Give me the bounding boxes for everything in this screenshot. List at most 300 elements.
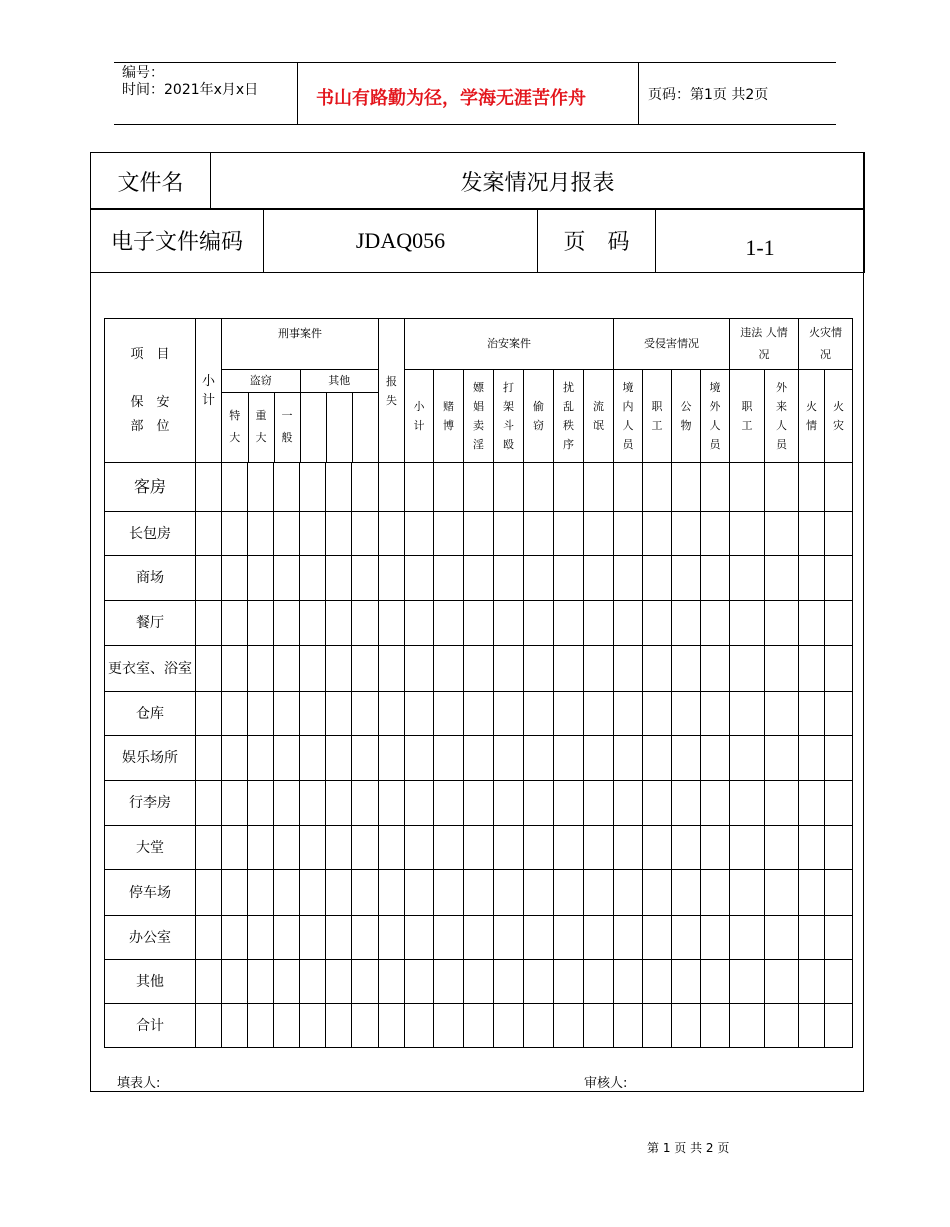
public-property-header: 公 物 — [672, 370, 701, 463]
table-cell — [554, 601, 584, 646]
table-cell — [524, 692, 554, 736]
table-cell — [464, 512, 494, 556]
table-cell — [196, 736, 222, 781]
table-cell — [274, 646, 300, 692]
table-cell — [300, 1004, 326, 1048]
table-cell — [584, 781, 614, 826]
table-cell — [701, 870, 730, 916]
table-cell — [765, 646, 799, 692]
table-cell — [554, 692, 584, 736]
table-cell — [765, 463, 799, 512]
table-cell — [494, 463, 524, 512]
table-cell — [222, 870, 248, 916]
table-row — [105, 916, 853, 960]
table-cell — [799, 781, 825, 826]
table-cell — [614, 556, 643, 601]
table-cell — [326, 646, 352, 692]
page-value: 1-1 — [656, 209, 865, 273]
location-label: 保 安 部 位 — [130, 394, 170, 434]
table-cell — [248, 1004, 274, 1048]
table-cell — [672, 781, 701, 826]
table-cell — [222, 512, 248, 556]
table-cell — [643, 692, 672, 736]
header-divider — [638, 62, 639, 124]
table-cell — [222, 960, 248, 1004]
table-cell — [614, 916, 643, 960]
general-header: 一 般 — [274, 392, 300, 462]
table-cell — [326, 601, 352, 646]
table-cell — [614, 646, 643, 692]
item-label: 项 目 — [130, 346, 170, 362]
fire-disaster-header: 火 灾 — [825, 370, 853, 463]
table-cell — [614, 781, 643, 826]
table-cell — [765, 601, 799, 646]
table-cell — [379, 512, 405, 556]
table-cell — [434, 736, 464, 781]
table-cell — [701, 646, 730, 692]
table-cell — [379, 870, 405, 916]
table-cell — [494, 870, 524, 916]
table-cell — [248, 601, 274, 646]
table-cell — [274, 463, 300, 512]
table-cell — [464, 692, 494, 736]
table-cell — [326, 781, 352, 826]
table-cell — [434, 692, 464, 736]
table-cell — [248, 781, 274, 826]
table-cell — [352, 512, 379, 556]
table-cell — [326, 692, 352, 736]
table-cell — [405, 692, 434, 736]
table-cell — [765, 870, 799, 916]
table-cell — [554, 463, 584, 512]
table-cell — [584, 870, 614, 916]
table-cell — [765, 960, 799, 1004]
table-cell — [524, 601, 554, 646]
other-sub-3 — [352, 392, 378, 462]
table-cell — [274, 512, 300, 556]
table-cell — [672, 556, 701, 601]
report-loss-header: 报 失 — [379, 319, 405, 463]
table-cell — [494, 601, 524, 646]
table-cell — [405, 556, 434, 601]
table-cell — [643, 960, 672, 1004]
table-cell — [326, 556, 352, 601]
table-cell — [554, 736, 584, 781]
table-cell — [672, 646, 701, 692]
table-cell — [434, 1004, 464, 1048]
table-row — [105, 692, 853, 736]
table-cell — [643, 601, 672, 646]
row-label: 停车场 — [105, 870, 196, 916]
table-row — [105, 1004, 853, 1048]
table-cell — [196, 1004, 222, 1048]
file-name-label: 文件名 — [91, 153, 211, 210]
header-top-rule — [114, 62, 836, 63]
table-cell — [300, 646, 326, 692]
hooligan-header: 流 氓 — [584, 370, 614, 463]
table-cell — [799, 736, 825, 781]
table-cell — [825, 916, 853, 960]
table-cell — [643, 736, 672, 781]
reviewer-label: 审核人: — [584, 1076, 628, 1091]
table-cell — [799, 870, 825, 916]
table-cell — [584, 960, 614, 1004]
other-sub-1 — [300, 392, 326, 462]
table-cell — [196, 916, 222, 960]
table-cell — [405, 601, 434, 646]
table-cell — [196, 556, 222, 601]
table-cell — [672, 463, 701, 512]
table-cell — [614, 512, 643, 556]
header-bottom-rule — [114, 124, 836, 125]
table-cell — [524, 960, 554, 1004]
incident-table — [104, 318, 853, 1048]
table-cell — [672, 870, 701, 916]
table-cell — [799, 601, 825, 646]
table-cell — [730, 826, 765, 870]
table-cell — [248, 556, 274, 601]
table-row — [105, 960, 853, 1004]
table-cell — [554, 512, 584, 556]
table-cell — [326, 826, 352, 870]
row-label: 行李房 — [105, 781, 196, 826]
other-header: 其他 — [300, 370, 378, 392]
table-cell — [405, 463, 434, 512]
table-cell — [524, 646, 554, 692]
table-cell — [799, 692, 825, 736]
table-cell — [326, 1004, 352, 1048]
table-cell — [799, 463, 825, 512]
table-cell — [825, 960, 853, 1004]
table-cell — [494, 646, 524, 692]
table-cell — [554, 826, 584, 870]
table-cell — [352, 960, 379, 1004]
table-cell — [701, 463, 730, 512]
meta-row-2 — [90, 208, 865, 273]
table-cell — [326, 916, 352, 960]
time-label: 时间：2021年x月x日 — [122, 82, 259, 98]
table-row — [105, 870, 853, 916]
header-divider — [297, 62, 298, 124]
table-cell — [434, 960, 464, 1004]
table-cell — [464, 736, 494, 781]
row-label: 大堂 — [105, 826, 196, 870]
table-cell — [222, 556, 248, 601]
table-cell — [274, 692, 300, 736]
table-cell — [584, 463, 614, 512]
table-cell — [379, 556, 405, 601]
table-cell — [799, 556, 825, 601]
serial-label: 编号： — [122, 65, 164, 81]
table-cell — [799, 512, 825, 556]
table-cell — [730, 463, 765, 512]
table-cell — [643, 870, 672, 916]
table-cell — [524, 870, 554, 916]
table-row — [105, 512, 853, 556]
table-cell — [222, 692, 248, 736]
table-cell — [464, 870, 494, 916]
prostitution-header: 嫖 娼 卖 淫 — [464, 370, 494, 463]
table-cell — [643, 781, 672, 826]
table-cell — [379, 916, 405, 960]
ps-subtotal-header: 小 计 — [405, 370, 434, 463]
table-cell — [614, 870, 643, 916]
table-cell — [464, 916, 494, 960]
table-cell — [765, 1004, 799, 1048]
table-cell — [524, 781, 554, 826]
file-name-value: 发案情况月报表 — [211, 153, 865, 210]
table-cell — [405, 960, 434, 1004]
table-cell — [584, 916, 614, 960]
criminal-subtable — [222, 370, 378, 462]
table-cell — [494, 736, 524, 781]
row-label: 长包房 — [105, 512, 196, 556]
outsider-header: 外 来 人 员 — [765, 370, 799, 463]
table-cell — [274, 960, 300, 1004]
table-cell — [524, 736, 554, 781]
table-cell — [584, 1004, 614, 1048]
table-cell — [248, 870, 274, 916]
table-cell — [274, 826, 300, 870]
table-cell — [379, 1004, 405, 1048]
table-cell — [300, 960, 326, 1004]
domestic-header: 境 内 人 员 — [614, 370, 643, 463]
table-cell — [524, 463, 554, 512]
table-cell — [326, 960, 352, 1004]
table-cell — [701, 960, 730, 1004]
row-label: 客房 — [105, 463, 196, 512]
table-cell — [196, 870, 222, 916]
table-cell — [300, 826, 326, 870]
table-cell — [352, 870, 379, 916]
meta-row-1 — [90, 152, 865, 210]
table-cell — [799, 960, 825, 1004]
table-cell — [196, 781, 222, 826]
table-cell — [672, 960, 701, 1004]
table-cell — [300, 601, 326, 646]
table-cell — [614, 463, 643, 512]
table-cell — [464, 960, 494, 1004]
item-location-header — [105, 319, 196, 463]
table-cell — [326, 736, 352, 781]
page-info: 页码：第1页 共2页 — [648, 87, 769, 103]
table-cell — [614, 601, 643, 646]
table-cell — [825, 556, 853, 601]
table-cell — [274, 601, 300, 646]
table-cell — [405, 870, 434, 916]
violation-header: 违法 人情 况 — [730, 319, 799, 370]
table-cell — [701, 916, 730, 960]
table-body — [105, 463, 853, 1048]
table-cell — [379, 736, 405, 781]
table-cell — [434, 916, 464, 960]
table-cell — [464, 601, 494, 646]
special-major-header: 特 大 — [222, 392, 248, 462]
table-cell — [494, 512, 524, 556]
table-cell — [405, 646, 434, 692]
table-cell — [825, 601, 853, 646]
table-cell — [765, 692, 799, 736]
table-cell — [614, 826, 643, 870]
victim-header: 受侵害情况 — [614, 319, 730, 370]
table-cell — [730, 601, 765, 646]
table-cell — [464, 1004, 494, 1048]
table-cell — [352, 692, 379, 736]
table-cell — [672, 512, 701, 556]
table-cell — [434, 826, 464, 870]
table-cell — [614, 736, 643, 781]
table-cell — [765, 736, 799, 781]
table-cell — [222, 463, 248, 512]
table-cell — [300, 556, 326, 601]
table-cell — [701, 781, 730, 826]
table-cell — [352, 916, 379, 960]
public-security-header: 治安案件 — [405, 319, 614, 370]
page-footer: 第 1 页 共 2 页 — [647, 1141, 730, 1155]
table-cell — [701, 736, 730, 781]
stealing-header: 偷 窃 — [524, 370, 554, 463]
table-cell — [494, 1004, 524, 1048]
table-cell — [274, 870, 300, 916]
table-cell — [196, 826, 222, 870]
fire-header: 火灾情 况 — [799, 319, 853, 370]
table-cell — [405, 916, 434, 960]
major-header: 重 大 — [248, 392, 274, 462]
row-label: 餐厅 — [105, 601, 196, 646]
table-cell — [765, 781, 799, 826]
table-cell — [672, 736, 701, 781]
table-cell — [405, 512, 434, 556]
table-cell — [730, 556, 765, 601]
table-cell — [379, 781, 405, 826]
table-cell — [494, 826, 524, 870]
table-cell — [352, 646, 379, 692]
table-cell — [274, 736, 300, 781]
table-cell — [672, 1004, 701, 1048]
table-cell — [643, 826, 672, 870]
table-cell — [196, 960, 222, 1004]
table-cell — [379, 692, 405, 736]
table-cell — [222, 601, 248, 646]
row-label: 娱乐场所 — [105, 736, 196, 781]
table-cell — [379, 826, 405, 870]
table-cell — [554, 916, 584, 960]
table-cell — [196, 512, 222, 556]
table-cell — [196, 646, 222, 692]
motto: 书山有路勤为径，学海无涯苦作舟 — [316, 88, 586, 109]
table-cell — [825, 736, 853, 781]
criminal-subheader — [222, 370, 379, 463]
table-cell — [672, 692, 701, 736]
fire-situation-header: 火 情 — [799, 370, 825, 463]
table-cell — [464, 826, 494, 870]
table-cell — [614, 960, 643, 1004]
table-cell — [730, 1004, 765, 1048]
table-cell — [434, 870, 464, 916]
subtotal-header: 小 计 — [196, 319, 222, 463]
table-cell — [326, 512, 352, 556]
table-cell — [222, 781, 248, 826]
table-cell — [643, 646, 672, 692]
table-cell — [352, 781, 379, 826]
table-cell — [222, 1004, 248, 1048]
table-cell — [434, 556, 464, 601]
table-cell — [701, 601, 730, 646]
table-cell — [405, 826, 434, 870]
table-cell — [405, 736, 434, 781]
table-cell — [300, 463, 326, 512]
table-cell — [196, 601, 222, 646]
table-cell — [643, 463, 672, 512]
table-cell — [405, 781, 434, 826]
table-cell — [405, 1004, 434, 1048]
table-cell — [614, 1004, 643, 1048]
table-cell — [584, 646, 614, 692]
table-cell — [701, 512, 730, 556]
table-cell — [248, 692, 274, 736]
table-cell — [248, 646, 274, 692]
table-cell — [222, 916, 248, 960]
row-label: 办公室 — [105, 916, 196, 960]
table-row — [105, 556, 853, 601]
table-cell — [248, 826, 274, 870]
table-cell — [248, 736, 274, 781]
gambling-header: 赌 博 — [434, 370, 464, 463]
table-cell — [222, 826, 248, 870]
table-cell — [825, 646, 853, 692]
table-cell — [434, 512, 464, 556]
table-cell — [248, 960, 274, 1004]
table-cell — [730, 646, 765, 692]
table-cell — [730, 512, 765, 556]
table-cell — [524, 826, 554, 870]
table-cell — [825, 692, 853, 736]
table-cell — [799, 1004, 825, 1048]
code-value: JDAQ056 — [264, 209, 538, 273]
staff-header: 职 工 — [643, 370, 672, 463]
other-sub-2 — [326, 392, 352, 462]
table-cell — [672, 916, 701, 960]
table-cell — [701, 556, 730, 601]
row-label: 其他 — [105, 960, 196, 1004]
table-cell — [379, 463, 405, 512]
table-cell — [765, 556, 799, 601]
table-cell — [643, 1004, 672, 1048]
table-cell — [584, 692, 614, 736]
table-cell — [825, 781, 853, 826]
table-cell — [494, 916, 524, 960]
table-cell — [379, 960, 405, 1004]
filler-label: 填表人: — [117, 1076, 161, 1091]
table-cell — [554, 781, 584, 826]
table-cell — [434, 601, 464, 646]
table-row — [105, 781, 853, 826]
criminal-header: 刑事案件 — [222, 319, 379, 370]
table-cell — [352, 601, 379, 646]
table-cell — [326, 870, 352, 916]
table-cell — [730, 960, 765, 1004]
table-cell — [300, 781, 326, 826]
table-cell — [825, 870, 853, 916]
table-cell — [643, 556, 672, 601]
table-cell — [825, 1004, 853, 1048]
table-cell — [730, 916, 765, 960]
violation-staff-header: 职 工 — [730, 370, 765, 463]
table-cell — [799, 826, 825, 870]
table-cell — [701, 1004, 730, 1048]
table-cell — [352, 1004, 379, 1048]
table-cell — [274, 916, 300, 960]
